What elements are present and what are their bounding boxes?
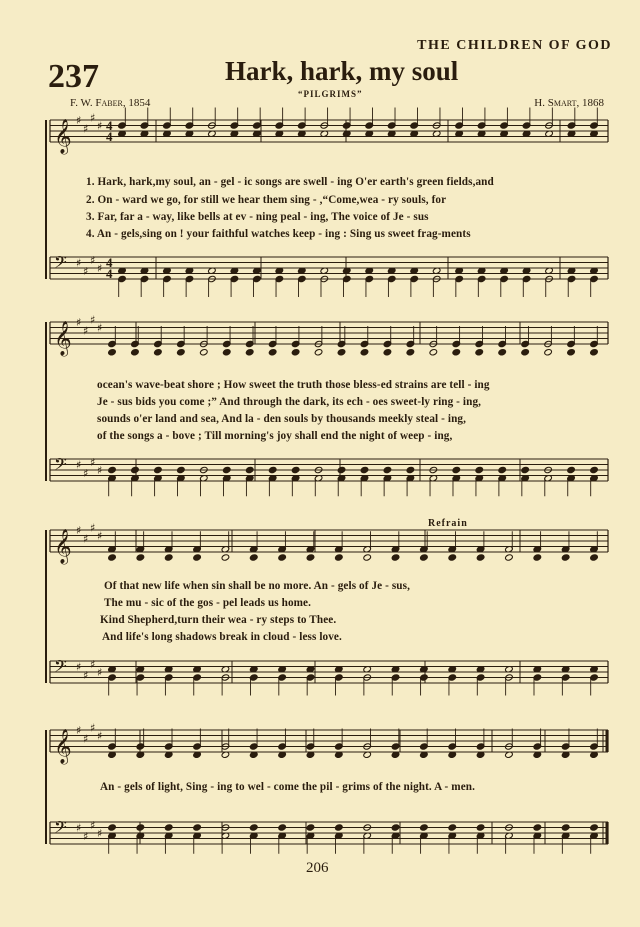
note-head: [505, 554, 514, 561]
sharp-icon: ♯: [76, 724, 82, 737]
note-head: [108, 466, 117, 473]
note-head: [337, 349, 346, 356]
hymn-title: Hark, hark, my soul: [225, 56, 459, 86]
sharp-icon: ♯: [97, 321, 103, 335]
note-head: [420, 824, 429, 831]
note-head: [108, 824, 117, 831]
note-head: [278, 824, 287, 831]
note-head: [108, 554, 117, 561]
sharp-icon: ♯: [90, 818, 96, 832]
treble-clef-icon: 𝄞: [54, 729, 72, 764]
note-head: [268, 466, 277, 473]
note-head: [335, 824, 344, 831]
note-head: [193, 554, 202, 561]
lyric-line: of the songs a - bove ; Till morning's joy shall end the night of weep - ing,: [97, 430, 453, 442]
note-head: [544, 349, 553, 356]
sharp-icon: ♯: [83, 122, 89, 136]
bass-clef-icon: 𝄢: [54, 656, 67, 680]
note-head: [391, 824, 400, 831]
note-head: [249, 824, 258, 831]
note-head: [476, 554, 485, 561]
note-head: [245, 466, 254, 473]
note-head: [363, 554, 372, 561]
sharp-icon: ♯: [97, 729, 103, 743]
lyric-line: 3. Far, far a - way, like bells at ev - ning peal - ing, The voice of Je - sus: [86, 211, 429, 223]
sharp-icon: ♯: [76, 660, 82, 674]
note-head: [590, 824, 599, 831]
note-head: [360, 466, 369, 473]
sharp-icon: ♯: [83, 668, 89, 682]
note-head: [337, 466, 346, 473]
note-head: [164, 554, 173, 561]
note-head: [136, 554, 145, 561]
tune-name: “PILGRIMS”: [298, 89, 363, 99]
note-head: [177, 349, 186, 356]
note-head: [291, 349, 300, 356]
sharp-icon: ♯: [76, 458, 82, 472]
sharp-icon: ♯: [90, 313, 96, 327]
lyric-line: Je - sus bids you come ;” And through the dark, its ech - oes sweet-ly ring - ing,: [97, 396, 482, 408]
note-head: [590, 466, 599, 473]
note-head: [406, 349, 415, 356]
note-head: [249, 554, 258, 561]
note-head: [136, 824, 145, 831]
note-head: [200, 349, 209, 356]
note-head: [561, 824, 570, 831]
sharp-icon: ♯: [83, 829, 89, 843]
sharp-icon: ♯: [90, 455, 96, 469]
sharp-icon: ♯: [90, 721, 96, 735]
treble-clef-icon: 𝄞: [54, 119, 72, 154]
note-head: [268, 349, 277, 356]
sharp-icon: ♯: [83, 324, 89, 338]
sharp-icon: ♯: [76, 821, 82, 835]
treble-clef-icon: 𝄞: [54, 529, 72, 564]
time-signature: 4: [106, 118, 113, 133]
note-head: [335, 554, 344, 561]
note-head: [222, 349, 231, 356]
note-head: [306, 554, 315, 561]
note-head: [476, 824, 485, 831]
lyric-line: 4. An - gels,sing on ! your faithful watches keep - ing : Sing us sweet frag-ments: [86, 228, 471, 240]
sharp-icon: ♯: [76, 316, 82, 329]
time-signature: 4: [106, 129, 113, 144]
lyric-line: ocean's wave-beat shore ; How sweet the truth those bless-ed strains are tell - ing: [97, 379, 490, 391]
note-head: [131, 466, 140, 473]
lyric-line: An - gels of light, Sing - ing to wel - come the pil - grims of the night. A - men.: [100, 781, 475, 793]
refrain-label: Refrain: [428, 518, 468, 529]
note-head: [590, 349, 599, 356]
bass-clef-icon: 𝄢: [54, 252, 67, 276]
page-number: 206: [306, 860, 329, 876]
note-head: [164, 824, 173, 831]
sharp-icon: ♯: [90, 521, 96, 535]
note-head: [383, 466, 392, 473]
note-head: [590, 554, 599, 561]
sharp-icon: ♯: [83, 532, 89, 546]
lyric-line: The mu - sic of the gos - pel leads us home.: [104, 597, 312, 609]
sharp-icon: ♯: [83, 466, 89, 480]
sharp-icon: ♯: [90, 111, 96, 125]
note-head: [429, 349, 438, 356]
lyric-line: Kind Shepherd,turn their wea - ry steps to Thee.: [100, 614, 337, 626]
lyric-line: 1. Hark, hark,my soul, an - gel - ic songs are swell - ing O'er earth's green fields,and: [86, 176, 494, 188]
note-head: [567, 349, 576, 356]
note-head: [475, 466, 484, 473]
sharp-icon: ♯: [76, 524, 82, 537]
note-head: [567, 466, 576, 473]
note-head: [533, 554, 542, 561]
sharp-icon: ♯: [97, 119, 103, 133]
note-head: [521, 349, 530, 356]
note-head: [448, 554, 457, 561]
note-head: [154, 466, 163, 473]
note-head: [498, 466, 507, 473]
note-head: [108, 349, 117, 356]
note-head: [448, 824, 457, 831]
note-head: [306, 824, 315, 831]
note-head: [278, 554, 287, 561]
treble-clef-icon: 𝄞: [54, 321, 72, 356]
section-title: THE CHILDREN OF GOD: [417, 38, 612, 53]
author-credit: F. W. Faber, 1854: [70, 97, 151, 109]
bass-clef-icon: 𝄢: [54, 454, 67, 478]
note-head: [498, 349, 507, 356]
note-head: [245, 349, 254, 356]
note-head: [154, 349, 163, 356]
time-signature: 4: [106, 255, 113, 270]
note-head: [452, 349, 461, 356]
note-head: [360, 349, 369, 356]
sharp-icon: ♯: [97, 827, 103, 840]
sharp-icon: ♯: [97, 666, 103, 679]
sharp-icon: ♯: [97, 464, 103, 477]
note-head: [221, 554, 230, 561]
sharp-icon: ♯: [76, 256, 82, 270]
note-head: [533, 824, 542, 831]
note-head: [222, 466, 231, 473]
note-head: [475, 349, 484, 356]
sharp-icon: ♯: [83, 264, 89, 278]
note-head: [291, 466, 300, 473]
lyric-line: 2. On - ward we go, for still we hear them sing - ,“Come,wea - ry souls, for: [86, 194, 447, 206]
lyric-line: And life's long shadows break in cloud - less love.: [102, 631, 342, 643]
sharp-icon: ♯: [83, 732, 89, 746]
note-head: [314, 349, 323, 356]
sharp-icon: ♯: [76, 114, 82, 127]
note-head: [406, 466, 415, 473]
sharp-icon: ♯: [97, 262, 103, 275]
note-head: [131, 349, 140, 356]
lyric-line: sounds o'er land and sea, And la - den souls by thousands meekly steal - ing,: [97, 413, 467, 425]
note-head: [561, 554, 570, 561]
lyric-line: Of that new life when sin shall be no more. An - gels of Je - sus,: [104, 580, 410, 592]
note-head: [391, 554, 400, 561]
sharp-icon: ♯: [90, 657, 96, 671]
sharp-icon: ♯: [90, 253, 96, 267]
hymn-number: 237: [48, 58, 99, 95]
note-head: [177, 466, 186, 473]
composer-credit: H. Smart, 1868: [534, 97, 604, 109]
note-head: [521, 466, 530, 473]
note-head: [420, 554, 429, 561]
time-signature: 4: [106, 266, 113, 281]
note-head: [193, 824, 202, 831]
note-head: [383, 349, 392, 356]
bass-clef-icon: 𝄢: [54, 817, 67, 841]
note-head: [452, 466, 461, 473]
sharp-icon: ♯: [97, 529, 103, 543]
